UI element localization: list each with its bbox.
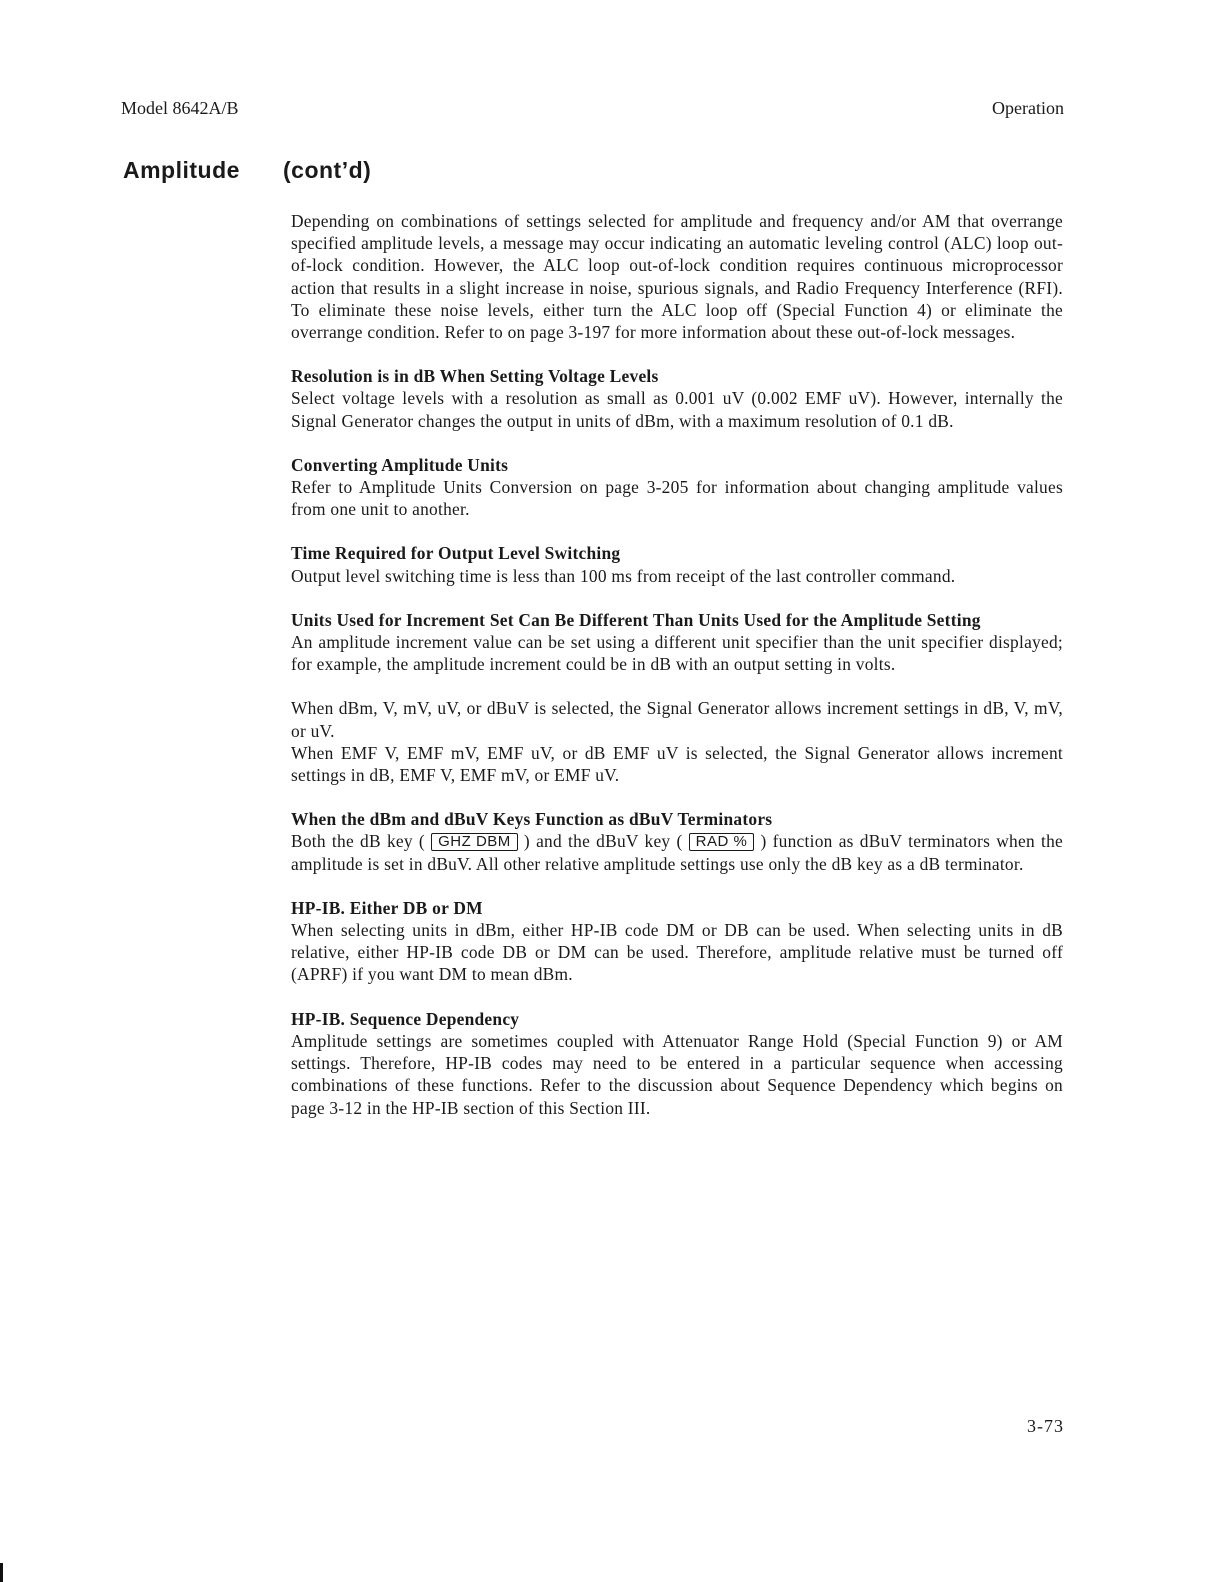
block-text-2: When dBm, V, mV, uV, or dBuV is selected, the Signal Generator allows increment settings in dB, V, mV, or uV. <box>291 698 1063 741</box>
page-title-cont: (cont’d) <box>283 157 372 183</box>
block-heading: Resolution is in dB When Setting Voltage Levels <box>291 366 659 387</box>
block-dbuv-terminators <box>291 808 1063 875</box>
block-text: Output level switching time is less than 100 ms from receipt of the last controller command. <box>291 565 956 586</box>
intro-paragraph: Depending on combinations of settings selected for amplitude and frequency and/or AM that overrange specified amplitude levels, a message may occur indicating an automatic leveling control (ALC) loop out-of-lock condition. However, the ALC loop out-of-lock condition requires continuous microprocessor action that results in a slight increase in noise, spurious signals, and Radio Frequency Interference (RFI). To eliminate these noise levels, either turn the ALC loop off (Special Function 4) or eliminate the overrange condition. Refer to on page 3-197 for more information about these out-of-lock messages. <box>291 211 1063 343</box>
block-text: An amplitude increment value can be set using a different unit specifier than the unit specifier displayed; for example, the amplitude increment could be in dB with an output setting in volts. <box>291 632 1063 675</box>
key-rad-percent: RAD % <box>689 833 755 851</box>
block-heading: Time Required for Output Level Switching <box>291 543 621 564</box>
page-title-main: Amplitude <box>123 157 240 183</box>
page-number: 3-73 <box>1027 1416 1064 1436</box>
text-segment: ) and the dBuV key ( <box>523 831 683 852</box>
text-segment: ) function as dBuV terminators when the amplitude is set in dBuV. All other relative amplitude settings use only the dB key as a dB terminator. <box>291 831 1063 874</box>
header-section: Operation <box>992 98 1064 118</box>
block-heading: Converting Amplitude Units <box>291 454 509 475</box>
block-text: Amplitude settings are sometimes coupled with Attenuator Range Hold (Special Function 9) or AM settings. Therefore, HP-IB codes may need to be entered in a particular sequence when accessing combinations of these functions. Refer to the discussion about Sequence Dependency which begins on page 3-12 in the HP-IB section of this Section III. <box>291 1030 1063 1118</box>
block-heading: HP-IB. Sequence Dependency <box>291 1008 520 1029</box>
text-segment: Both the dB key ( <box>291 831 425 852</box>
block-heading: Units Used for Increment Set Can Be Different Than Units Used for the Amplitude Setting <box>291 609 981 630</box>
body-column <box>291 210 1063 1141</box>
paragraph-gap <box>291 675 1063 697</box>
block-converting-units <box>291 454 1063 521</box>
scan-edge-mark <box>0 1563 3 1582</box>
key-ghz-dbm: GHZ DBM <box>431 833 518 851</box>
block-heading: HP-IB. Either DB or DM <box>291 897 483 918</box>
block-hpib-db-dm <box>291 897 1063 986</box>
block-increment-units <box>291 609 1063 786</box>
block-switching-time <box>291 542 1063 586</box>
header-model: Model 8642A/B <box>121 98 239 118</box>
page-title <box>123 157 372 184</box>
block-hpib-sequence <box>291 1008 1063 1119</box>
block-text: Select voltage levels with a resolution as small as 0.001 uV (0.002 EMF uV). However, internally the Signal Generator changes the output in units of dBm, with a maximum resolution of 0.1 dB. <box>291 388 1063 431</box>
block-text <box>291 830 1063 874</box>
block-text-3: When EMF V, EMF mV, EMF uV, or dB EMF uV is selected, the Signal Generator allows increment settings in dB, EMF V, EMF mV, or EMF uV. <box>291 742 1063 786</box>
block-resolution <box>291 365 1063 432</box>
block-text: Refer to Amplitude Units Conversion on page 3-205 for information about changing amplitude values from one unit to another. <box>291 477 1063 520</box>
block-text: When selecting units in dBm, either HP-IB code DM or DB can be used. When selecting units in dB relative, either HP-IB code DB or DM can be used. Therefore, amplitude relative must be turned off (APRF) if you want DM to mean dBm. <box>291 920 1063 985</box>
block-heading: When the dBm and dBuV Keys Function as dBuV Terminators <box>291 809 773 830</box>
